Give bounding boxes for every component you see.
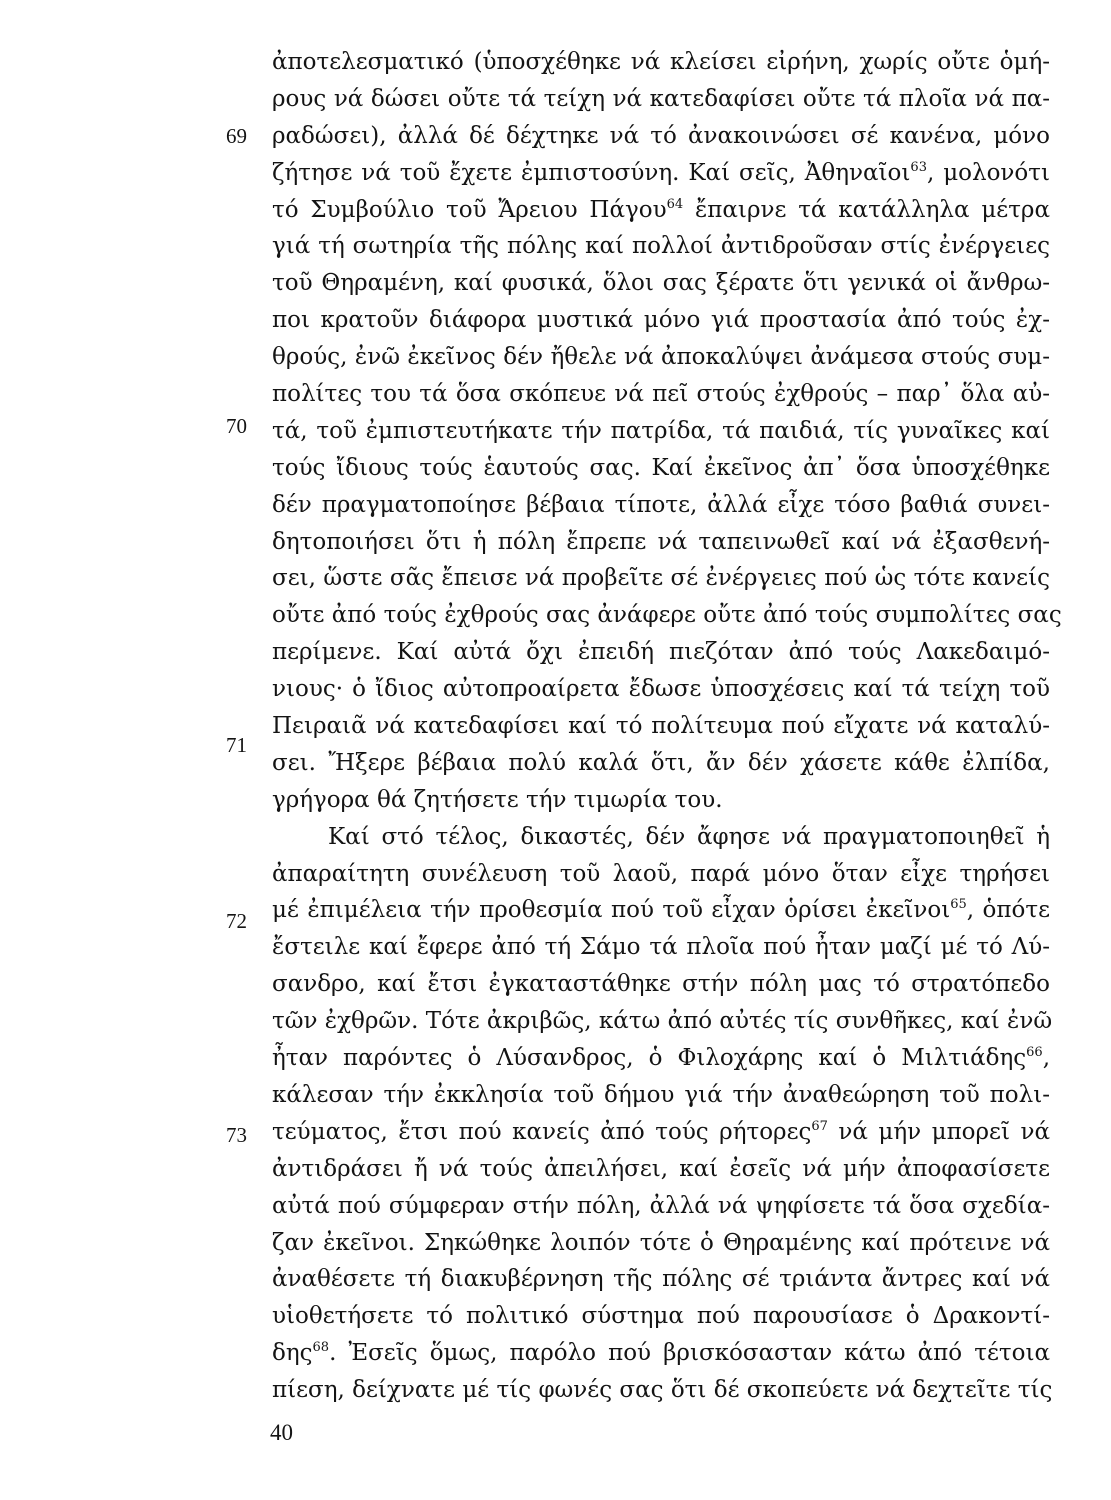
text-line: τοῦ Θηραμένη, καί φυσικά, ὅλοι σας ξέρατε ὅτι γενικά οἱ ἄνθρω- bbox=[272, 270, 1050, 297]
text-line: δητοποιήσει ὅτι ἡ πόλη ἔπρεπε νά ταπεινωθεῖ καί νά ἐξασθενή- bbox=[272, 528, 1050, 555]
text-line: ἀντιδράσει ἤ νά τούς ἀπειλήσει, καί ἐσεῖς νά μήν ἀποφασίσετε bbox=[272, 1155, 1050, 1182]
margin-section-number: 71 bbox=[226, 733, 247, 757]
text-line: τό Συμβούλιο τοῦ Ἄρειου Πάγου$^{64}$ ἔπαιρνε τά κατάλληλα μέτρα bbox=[272, 196, 1050, 223]
text-line: ἀναθέσετε τή διακυβέρνηση τῆς πόλης σέ τριάντα ἄντρες καί νά bbox=[272, 1266, 1050, 1293]
text-line: ζαν ἐκεῖνοι. Σηκώθηκε λοιπόν τότε ὁ Θηραμένης καί πρότεινε νά bbox=[272, 1229, 1050, 1256]
text-line: ποι κρατοῦν διάφορα μυστικά μόνο γιά προστασία ἀπό τούς ἐχ- bbox=[272, 307, 1050, 334]
text-line: σει, ὥστε σᾶς ἔπεισε νά προβεῖτε σέ ἐνέργειες πού ὡς τότε κανείς bbox=[272, 565, 1050, 592]
text-line: ἔστειλε καί ἔφερε ἀπό τή Σάμο τά πλοῖα πού ἦταν μαζί μέ τό Λύ- bbox=[272, 934, 1050, 961]
text-line: τούς ἴδιους τούς ἑαυτούς σας. Καί ἐκεῖνος ἀπ᾽ ὅσα ὑποσχέθηκε bbox=[272, 454, 1050, 481]
text-line: θρούς, ἐνῶ ἐκεῖνος δέν ἤθελε νά ἀποκαλύψει ἀνάμεσα στούς συμ- bbox=[272, 344, 1050, 371]
text-line: ζήτησε νά τοῦ ἔχετε ἐμπιστοσύνη. Καί σεῖς, Ἀθηναῖοι$^{63}$, μολονότι bbox=[272, 159, 1050, 186]
text-line: σανδρο, καί ἔτσι ἐγκαταστάθηκε στήν πόλη μας τό στρατόπεδο bbox=[272, 971, 1050, 998]
footnote-ref: 67 bbox=[811, 1118, 828, 1134]
text-line: γρήγορα θά ζητήσετε τήν τιμωρία του. bbox=[272, 786, 723, 813]
margin-section-number: 70 bbox=[226, 414, 247, 438]
text-line: γιά τή σωτηρία τῆς πόλης καί πολλοί ἀντιδροῦσαν στίς ἐνέργειες bbox=[272, 233, 1050, 260]
text-line: υἱοθετήσετε τό πολιτικό σύστημα πού παρουσίασε ὁ Δρακοντί- bbox=[272, 1303, 1050, 1330]
footnote-ref: 64 bbox=[666, 196, 684, 212]
text-line: τά, τοῦ ἐμπιστευτήκατε τήν πατρίδα, τά παιδιά, τίς γυναῖκες καί bbox=[272, 417, 1050, 444]
text-line: τῶν ἐχθρῶν. Τότε ἀκριβῶς, κάτω ἀπό αὐτές τίς συνθῆκες, καί ἐνῶ bbox=[272, 1008, 1053, 1035]
text-line: ραδώσει), ἀλλά δέ δέχτηκε νά τό ἀνακοινώσει σέ κανένα, μόνο bbox=[272, 122, 1050, 149]
footnote-ref: 68 bbox=[312, 1340, 330, 1356]
margin-section-number: 72 bbox=[226, 909, 247, 933]
text-line: δης$^{68}$. Ἐσεῖς ὅμως, παρόλο πού βρισκόσασταν κάτω ἀπό τέτοια bbox=[272, 1340, 1050, 1367]
text-line: δέν πραγματοποίησε βέβαια τίποτε, ἀλλά εἶχε τόσο βαθιά συνει- bbox=[272, 491, 1050, 518]
text-line: πολίτες του τά ὅσα σκόπευε νά πεῖ στούς ἐχθρούς – παρ᾽ ὅλα αὐ- bbox=[272, 381, 1050, 408]
body-text bbox=[272, 44, 1062, 1409]
footnote-ref: 63 bbox=[910, 159, 927, 175]
margin-section-number: 69 bbox=[226, 124, 247, 148]
text-line: πίεση, δείχνατε μέ τίς φωνές σας ὅτι δέ σκοπεύετε νά δεχτεῖτε τίς bbox=[272, 1377, 1053, 1404]
text-line: σει. Ἤξερε βέβαια πολύ καλά ὅτι, ἄν δέν χάσετε κάθε ἐλπίδα, bbox=[272, 749, 1050, 776]
margin-section-number: 73 bbox=[226, 1123, 247, 1147]
text-line: οὔτε ἀπό τούς ἐχθρούς σας ἀνάφερε οὔτε ἀπό τούς συμπολίτες σας bbox=[272, 602, 1062, 629]
text-line: τεύματος, ἔτσι πού κανείς ἀπό τούς ρήτορες$^{67}$ νά μήν μπορεῖ νά bbox=[272, 1118, 1050, 1145]
page-number: 40 bbox=[270, 1420, 293, 1445]
text-line: ρους νά δώσει οὔτε τά τείχη νά κατεδαφίσει οὔτε τά πλοῖα νά πα- bbox=[272, 85, 1050, 112]
text-line: ἀπαραίτητη συνέλευση τοῦ λαοῦ, παρά μόνο ὅταν εἶχε τηρήσει bbox=[272, 860, 1050, 887]
text-line: Καί στό τέλος, δικαστές, δέν ἄφησε νά πραγματοποιηθεῖ ἡ bbox=[328, 823, 1050, 850]
footnote-ref: 65 bbox=[950, 897, 967, 913]
text-line: κάλεσαν τήν ἐκκλησία τοῦ δήμου γιά τήν ἀναθεώρηση τοῦ πολι- bbox=[272, 1081, 1050, 1108]
text-line: ἀποτελεσματικό (ὑποσχέθηκε νά κλείσει εἰρήνη, χωρίς οὔτε ὁμή- bbox=[272, 49, 1050, 75]
text-line: νιους· ὁ ἴδιος αὐτοπροαίρετα ἔδωσε ὑποσχέσεις καί τά τείχη τοῦ bbox=[272, 676, 1050, 703]
text-line: μέ ἐπιμέλεια τήν προθεσμία πού τοῦ εἶχαν ὁρίσει ἐκεῖνοι$^{65}$, ὁπότε bbox=[272, 897, 1050, 924]
footnote-ref: 66 bbox=[1026, 1045, 1043, 1061]
text-line: περίμενε. Καί αὐτά ὄχι ἐπειδή πιεζόταν ἀπό τούς Λακεδαιμό- bbox=[272, 639, 1050, 666]
text-line: Πειραιᾶ νά κατεδαφίσει καί τό πολίτευμα πού εἴχατε νά καταλύ- bbox=[272, 713, 1050, 740]
text-line: ἦταν παρόντες ὁ Λύσανδρος, ὁ Φιλοχάρης καί ὁ Μιλτιάδης$^{66}$, bbox=[272, 1045, 1050, 1072]
text-line: αὐτά πού σύμφεραν στήν πόλη, ἀλλά νά ψηφίσετε τά ὅσα σχεδία- bbox=[272, 1192, 1050, 1219]
